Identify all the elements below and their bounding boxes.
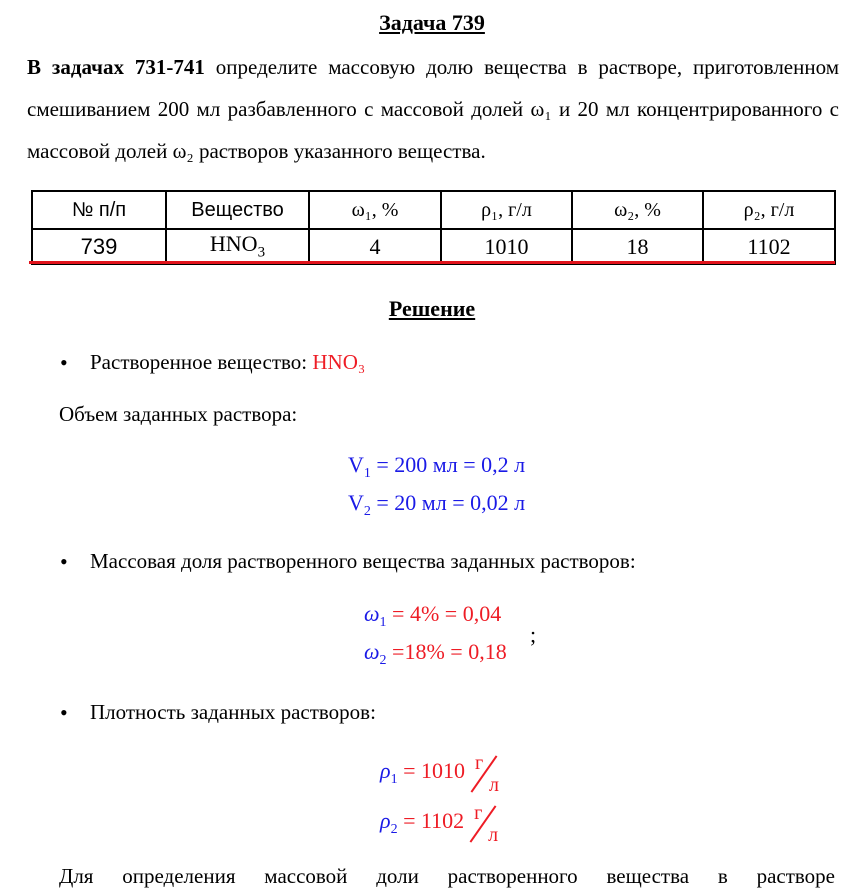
solute-formula: HNO₃	[312, 350, 366, 374]
cell-number: 739	[32, 229, 166, 264]
header-substance: Вещество	[166, 191, 309, 229]
semicolon: ;	[530, 622, 537, 647]
cell-p1: 1010	[441, 229, 572, 264]
bullet-icon: •	[60, 700, 68, 725]
header-w2: ω₂, %	[572, 191, 703, 229]
header-p2: ρ₂, г/л	[703, 191, 835, 229]
bullet-icon: •	[60, 549, 68, 574]
table-header-row	[32, 191, 835, 229]
unit-fraction: г л	[473, 752, 505, 796]
density-eq-1: $\rho_1 = 1010$ г л	[380, 752, 505, 796]
problem-lead: В задачах 731-741	[27, 55, 205, 79]
fraction-eq-1: $\omega_1 = 4\% = 0,04$	[364, 601, 502, 630]
cell-substance: $HNO_3$	[166, 229, 309, 264]
table-row	[32, 229, 835, 264]
page-title: Задача 739	[379, 10, 485, 35]
cell-w1: 4	[309, 229, 441, 264]
header-p1: ρ₁, г/л	[441, 191, 572, 229]
header-number: № п/п	[32, 191, 166, 229]
solution-heading: Решение	[388, 296, 476, 321]
problem-text: определите массовую долю вещества в растворе, приготовленном смешиванием 200 мл разбавленного с массовой долей ω₁ и 20 мл концентрированного с массовой долей ω₂ растворов указанного вещества.	[27, 55, 839, 163]
continuation-text: Для определения массовой доли растворенного вещества в растворе	[59, 864, 835, 888]
fraction-eq-2: $\omega_2 =18\% = 0,18$	[364, 639, 507, 668]
bullet-solute-label: Растворенное вещество:	[90, 350, 313, 374]
volume-eq-2: $V_2 = 20$ мл = 0,02 л	[348, 490, 526, 519]
volume-label: Объем заданных раствора:	[59, 402, 298, 426]
data-table	[31, 190, 836, 265]
density-eq-2: $\rho_2 = 1102$ г л	[380, 802, 504, 846]
cell-w2: 18	[572, 229, 703, 264]
bullet-icon: •	[60, 350, 68, 375]
cell-p2: 1102	[703, 229, 835, 264]
header-w1: ω₁, %	[309, 191, 441, 229]
volume-eq-1: $V_1 = 200$ мл = 0,2 л	[348, 452, 526, 481]
unit-fraction: г л	[472, 802, 504, 846]
problem-statement	[27, 46, 839, 172]
table-underline	[29, 261, 835, 264]
